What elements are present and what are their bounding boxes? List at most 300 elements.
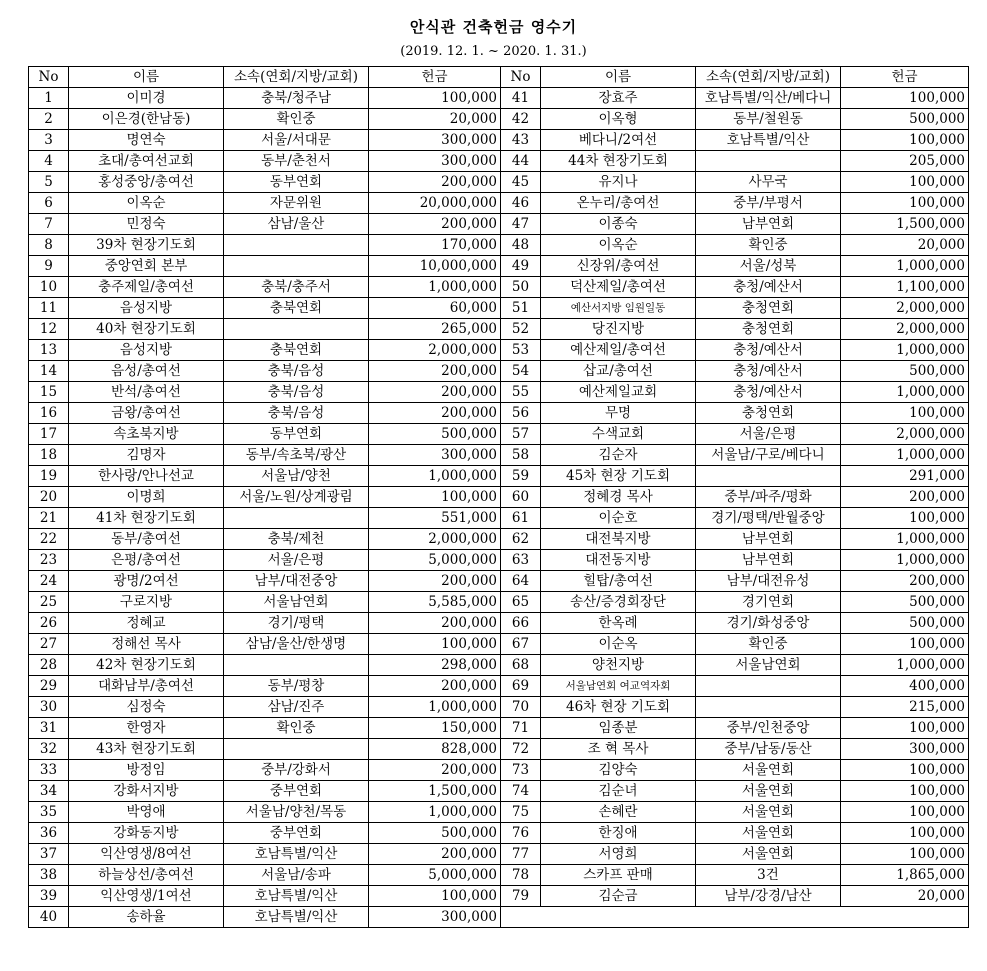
cell-amount: 2,000,000	[369, 529, 501, 550]
cell-affiliation: 자문위원	[224, 193, 369, 214]
cell-affiliation	[696, 697, 841, 718]
cell-name: 온누리/총여선	[541, 193, 696, 214]
cell-name: 한영자	[69, 718, 224, 739]
cell-affiliation: 충북/충주서	[224, 277, 369, 298]
cell-name: 한옥례	[541, 613, 696, 634]
cell-amount: 500,000	[369, 823, 501, 844]
cell-no: 17	[29, 424, 69, 445]
cell-amount: 100,000	[369, 886, 501, 907]
cell-no: 1	[29, 88, 69, 109]
cell-no: 9	[29, 256, 69, 277]
cell-no: 27	[29, 634, 69, 655]
cell-no: 34	[29, 781, 69, 802]
cell-no: 39	[29, 886, 69, 907]
cell-no: 54	[501, 361, 541, 382]
cell-name: 유지나	[541, 172, 696, 193]
cell-no: 68	[501, 655, 541, 676]
table-row	[29, 886, 969, 907]
table-row	[29, 319, 969, 340]
table-row	[29, 655, 969, 676]
cell-no: 79	[501, 886, 541, 907]
table-row	[29, 487, 969, 508]
cell-no: 7	[29, 214, 69, 235]
cell-amount: 1,000,000	[841, 340, 969, 361]
table-row	[29, 718, 969, 739]
cell-name: 이옥순	[541, 235, 696, 256]
cell-no: 52	[501, 319, 541, 340]
cell-amount: 1,000,000	[841, 256, 969, 277]
cell-name: 반석/총여선	[69, 382, 224, 403]
table-row	[29, 592, 969, 613]
cell-amount: 551,000	[369, 508, 501, 529]
cell-amount: 200,000	[369, 844, 501, 865]
cell-amount: 300,000	[369, 445, 501, 466]
cell-amount: 200,000	[369, 214, 501, 235]
cell-no: 56	[501, 403, 541, 424]
cell-no: 58	[501, 445, 541, 466]
cell-affiliation: 중부/인천중앙	[696, 718, 841, 739]
cell-amount: 10,000,000	[369, 256, 501, 277]
cell-affiliation: 확인중	[696, 634, 841, 655]
cell-name: 구로지방	[69, 592, 224, 613]
cell-no: 55	[501, 382, 541, 403]
cell-affiliation: 경기/평택/반월중앙	[696, 508, 841, 529]
table-row	[29, 424, 969, 445]
cell-affiliation: 남부연회	[696, 214, 841, 235]
cell-name: 이종숙	[541, 214, 696, 235]
header-amount: 헌금	[369, 67, 501, 88]
cell-affiliation: 충청연회	[696, 403, 841, 424]
cell-amount: 5,000,000	[369, 865, 501, 886]
cell-name: 명연숙	[69, 130, 224, 151]
cell-no: 33	[29, 760, 69, 781]
table-row	[29, 466, 969, 487]
cell-no: 64	[501, 571, 541, 592]
cell-affiliation: 동부/평창	[224, 676, 369, 697]
cell-name: 강화서지방	[69, 781, 224, 802]
cell-amount: 2,000,000	[841, 424, 969, 445]
cell-affiliation: 경기/화성중앙	[696, 613, 841, 634]
cell-name: 스카프 판매	[541, 865, 696, 886]
cell-affiliation: 서울연회	[696, 781, 841, 802]
table-row	[29, 235, 969, 256]
cell-name: 덕산제일/총여선	[541, 277, 696, 298]
cell-amount: 200,000	[369, 676, 501, 697]
cell-amount: 1,000,000	[369, 802, 501, 823]
cell-name: 김순금	[541, 886, 696, 907]
cell-no: 43	[501, 130, 541, 151]
cell-affiliation: 남부/강경/남산	[696, 886, 841, 907]
cell-name: 은평/총여선	[69, 550, 224, 571]
cell-no: 74	[501, 781, 541, 802]
cell-amount: 100,000	[369, 487, 501, 508]
cell-affiliation: 중부/강화서	[224, 760, 369, 781]
cell-amount: 1,000,000	[841, 529, 969, 550]
cell-amount: 1,865,000	[841, 865, 969, 886]
cell-amount: 2,000,000	[841, 319, 969, 340]
cell-no: 69	[501, 676, 541, 697]
cell-amount: 215,000	[841, 697, 969, 718]
cell-no: 70	[501, 697, 541, 718]
header-amount: 헌금	[841, 67, 969, 88]
cell-affiliation: 충북/제천	[224, 529, 369, 550]
cell-name: 이순호	[541, 508, 696, 529]
cell-amount: 1,500,000	[369, 781, 501, 802]
cell-name: 서울남연회 여교역자회	[541, 676, 696, 697]
cell-amount: 100,000	[841, 403, 969, 424]
cell-amount: 100,000	[841, 781, 969, 802]
cell-no: 13	[29, 340, 69, 361]
cell-no: 66	[501, 613, 541, 634]
cell-affiliation: 중부/부평서	[696, 193, 841, 214]
cell-no: 65	[501, 592, 541, 613]
header-no: No	[29, 67, 69, 88]
document-period: (2019. 12. 1. ~ 2020. 1. 31.)	[400, 44, 587, 59]
cell-name: 광명/2여선	[69, 571, 224, 592]
cell-no: 8	[29, 235, 69, 256]
cell-no: 24	[29, 571, 69, 592]
cell-affiliation: 서울/은평	[224, 550, 369, 571]
cell-name: 이미경	[69, 88, 224, 109]
cell-no: 47	[501, 214, 541, 235]
cell-amount: 100,000	[841, 760, 969, 781]
cell-affiliation: 삼남/울산/한생명	[224, 634, 369, 655]
cell-name: 음성지방	[69, 340, 224, 361]
cell-affiliation	[696, 676, 841, 697]
cell-name: 민정숙	[69, 214, 224, 235]
cell-amount: 20,000,000	[369, 193, 501, 214]
cell-name: 김명자	[69, 445, 224, 466]
cell-no: 62	[501, 529, 541, 550]
cell-no: 3	[29, 130, 69, 151]
cell-affiliation: 확인중	[224, 718, 369, 739]
cell-amount: 100,000	[841, 844, 969, 865]
cell-no: 67	[501, 634, 541, 655]
cell-name: 익산영생/1여선	[69, 886, 224, 907]
cell-affiliation	[696, 151, 841, 172]
cell-amount: 2,000,000	[841, 298, 969, 319]
cell-name: 정해선 목사	[69, 634, 224, 655]
cell-name: 45차 현장 기도회	[541, 466, 696, 487]
cell-amount: 100,000	[841, 823, 969, 844]
cell-amount: 2,000,000	[369, 340, 501, 361]
cell-amount: 1,500,000	[841, 214, 969, 235]
cell-name: 이명희	[69, 487, 224, 508]
cell-affiliation	[696, 466, 841, 487]
cell-amount: 1,000,000	[369, 277, 501, 298]
cell-affiliation: 남부연회	[696, 529, 841, 550]
cell-affiliation	[224, 235, 369, 256]
cell-affiliation: 호남특별/익산	[224, 907, 369, 928]
cell-affiliation: 중부연회	[224, 781, 369, 802]
cell-affiliation: 충북연회	[224, 340, 369, 361]
cell-affiliation: 경기연회	[696, 592, 841, 613]
cell-no: 31	[29, 718, 69, 739]
cell-amount: 265,000	[369, 319, 501, 340]
cell-amount: 100,000	[841, 172, 969, 193]
cell-name: 홍성중앙/총여선	[69, 172, 224, 193]
cell-affiliation: 서울남연회	[696, 655, 841, 676]
header-affiliation: 소속(연회/지방/교회)	[696, 67, 841, 88]
cell-no: 15	[29, 382, 69, 403]
cell-name: 대전동지방	[541, 550, 696, 571]
cell-affiliation: 서울/서대문	[224, 130, 369, 151]
cell-affiliation: 충청/예산서	[696, 277, 841, 298]
cell-affiliation: 충북/음성	[224, 382, 369, 403]
cell-no: 5	[29, 172, 69, 193]
cell-name: 한징애	[541, 823, 696, 844]
cell-name: 무명	[541, 403, 696, 424]
cell-amount: 300,000	[369, 151, 501, 172]
cell-affiliation: 서울남/양천/목동	[224, 802, 369, 823]
cell-amount: 200,000	[841, 571, 969, 592]
cell-name: 방정임	[69, 760, 224, 781]
cell-amount: 1,000,000	[841, 655, 969, 676]
header-name: 이름	[69, 67, 224, 88]
table-row	[29, 802, 969, 823]
table-row	[29, 844, 969, 865]
cell-name: 44차 현장기도회	[541, 151, 696, 172]
cell-name: 41차 현장기도회	[69, 508, 224, 529]
cell-no: 78	[501, 865, 541, 886]
cell-affiliation: 서울남/양천	[224, 466, 369, 487]
cell-name: 39차 현장기도회	[69, 235, 224, 256]
cell-affiliation: 서울/노원/상계광림	[224, 487, 369, 508]
cell-amount: 200,000	[369, 613, 501, 634]
cell-name: 양천지방	[541, 655, 696, 676]
cell-name: 정혜경 목사	[541, 487, 696, 508]
cell-name: 익산영생/8여선	[69, 844, 224, 865]
cell-no: 28	[29, 655, 69, 676]
cell-name: 43차 현장기도회	[69, 739, 224, 760]
cell-amount: 1,000,000	[841, 550, 969, 571]
table-row	[29, 88, 969, 109]
table-row	[29, 172, 969, 193]
cell-name: 40차 현장기도회	[69, 319, 224, 340]
cell-no: 50	[501, 277, 541, 298]
cell-affiliation: 3건	[696, 865, 841, 886]
cell-name: 음성지방	[69, 298, 224, 319]
cell-no: 11	[29, 298, 69, 319]
cell-no: 22	[29, 529, 69, 550]
cell-affiliation: 남부/대전유성	[696, 571, 841, 592]
cell-amount: 20,000	[369, 109, 501, 130]
cell-affiliation	[224, 319, 369, 340]
cell-amount: 100,000	[841, 718, 969, 739]
cell-affiliation: 중부연회	[224, 823, 369, 844]
cell-amount: 300,000	[369, 130, 501, 151]
cell-name: 강화동지방	[69, 823, 224, 844]
cell-amount: 1,000,000	[841, 382, 969, 403]
table-row	[29, 571, 969, 592]
cell-affiliation: 서울연회	[696, 802, 841, 823]
cell-amount: 828,000	[369, 739, 501, 760]
table-row	[29, 613, 969, 634]
cell-amount: 5,585,000	[369, 592, 501, 613]
cell-name: 장효주	[541, 88, 696, 109]
cell-affiliation: 충청연회	[696, 319, 841, 340]
table-row	[29, 130, 969, 151]
cell-name: 서영희	[541, 844, 696, 865]
cell-name: 박영애	[69, 802, 224, 823]
table-row	[29, 277, 969, 298]
cell-amount: 500,000	[841, 361, 969, 382]
cell-amount: 60,000	[369, 298, 501, 319]
cell-name: 이순옥	[541, 634, 696, 655]
table-body	[29, 88, 969, 928]
cell-affiliation: 충북/청주남	[224, 88, 369, 109]
cell-no: 2	[29, 109, 69, 130]
cell-name: 송산/증경회장단	[541, 592, 696, 613]
cell-affiliation: 서울남/송파	[224, 865, 369, 886]
cell-amount: 200,000	[369, 361, 501, 382]
cell-affiliation: 확인중	[696, 235, 841, 256]
cell-no: 40	[29, 907, 69, 928]
cell-no: 12	[29, 319, 69, 340]
cell-name: 임종분	[541, 718, 696, 739]
cell-amount: 291,000	[841, 466, 969, 487]
table-row	[29, 382, 969, 403]
table-row	[29, 151, 969, 172]
cell-name: 손혜란	[541, 802, 696, 823]
header-no: No	[501, 67, 541, 88]
cell-no: 16	[29, 403, 69, 424]
table-row	[29, 550, 969, 571]
cell-no: 72	[501, 739, 541, 760]
cell-affiliation	[224, 508, 369, 529]
cell-amount: 150,000	[369, 718, 501, 739]
cell-affiliation: 동부/철원동	[696, 109, 841, 130]
cell-no: 26	[29, 613, 69, 634]
cell-no: 6	[29, 193, 69, 214]
cell-name: 예산서지방 임원일동	[541, 298, 696, 319]
cell-affiliation	[224, 256, 369, 277]
cell-affiliation: 남부/대전중앙	[224, 571, 369, 592]
cell-no: 14	[29, 361, 69, 382]
header-affiliation: 소속(연회/지방/교회)	[224, 67, 369, 88]
cell-affiliation: 사무국	[696, 172, 841, 193]
cell-amount: 500,000	[841, 592, 969, 613]
table-row	[29, 634, 969, 655]
cell-name: 베다니/2여선	[541, 130, 696, 151]
cell-affiliation: 충북연회	[224, 298, 369, 319]
table-row	[29, 214, 969, 235]
cell-amount: 200,000	[369, 172, 501, 193]
cell-no: 25	[29, 592, 69, 613]
cell-amount: 200,000	[369, 571, 501, 592]
table-row	[29, 256, 969, 277]
cell-name: 42차 현장기도회	[69, 655, 224, 676]
cell-name: 이옥순	[69, 193, 224, 214]
cell-affiliation: 삼남/울산	[224, 214, 369, 235]
cell-amount: 300,000	[369, 907, 501, 928]
cell-name: 조 혁 목사	[541, 739, 696, 760]
cell-amount: 400,000	[841, 676, 969, 697]
table-row	[29, 298, 969, 319]
cell-no: 4	[29, 151, 69, 172]
cell-name: 대화남부/총여선	[69, 676, 224, 697]
cell-name: 초대/총여선교회	[69, 151, 224, 172]
cell-no: 76	[501, 823, 541, 844]
cell-affiliation: 충북/음성	[224, 361, 369, 382]
table-row	[29, 445, 969, 466]
cell-affiliation: 서울연회	[696, 760, 841, 781]
table-row	[29, 865, 969, 886]
cell-name: 삽교/총여선	[541, 361, 696, 382]
cell-no: 37	[29, 844, 69, 865]
cell-amount: 1,000,000	[841, 445, 969, 466]
cell-affiliation: 중부/남동/동산	[696, 739, 841, 760]
cell-name: 송하율	[69, 907, 224, 928]
cell-amount: 200,000	[841, 487, 969, 508]
table-header-row	[29, 67, 969, 88]
cell-name: 금왕/총여선	[69, 403, 224, 424]
cell-name: 충주제일/총여선	[69, 277, 224, 298]
cell-no: 35	[29, 802, 69, 823]
cell-affiliation: 동부연회	[224, 172, 369, 193]
table-row	[29, 508, 969, 529]
offering-table	[28, 66, 969, 928]
cell-name: 음성/총여선	[69, 361, 224, 382]
cell-affiliation: 서울연회	[696, 844, 841, 865]
cell-amount: 1,000,000	[369, 466, 501, 487]
cell-name: 46차 현장 기도회	[541, 697, 696, 718]
table-row	[29, 697, 969, 718]
cell-affiliation: 충청/예산서	[696, 340, 841, 361]
cell-amount: 200,000	[369, 403, 501, 424]
cell-no: 60	[501, 487, 541, 508]
cell-name: 심정숙	[69, 697, 224, 718]
cell-name: 중앙연회 본부	[69, 256, 224, 277]
empty-cell	[501, 907, 969, 928]
cell-no: 61	[501, 508, 541, 529]
cell-amount: 500,000	[369, 424, 501, 445]
cell-amount: 100,000	[841, 130, 969, 151]
cell-no: 36	[29, 823, 69, 844]
cell-affiliation: 확인중	[224, 109, 369, 130]
cell-amount: 200,000	[369, 382, 501, 403]
table-row	[29, 340, 969, 361]
cell-no: 53	[501, 340, 541, 361]
cell-name: 수색교회	[541, 424, 696, 445]
cell-affiliation: 남부연회	[696, 550, 841, 571]
cell-affiliation: 호남특별/익산	[224, 886, 369, 907]
cell-affiliation: 서울연회	[696, 823, 841, 844]
cell-affiliation: 호남특별/익산	[696, 130, 841, 151]
cell-amount: 100,000	[841, 508, 969, 529]
cell-amount: 100,000	[841, 802, 969, 823]
cell-no: 30	[29, 697, 69, 718]
cell-affiliation: 서울남연회	[224, 592, 369, 613]
cell-affiliation: 충청연회	[696, 298, 841, 319]
cell-affiliation: 중부/파주/평화	[696, 487, 841, 508]
table-row	[29, 109, 969, 130]
cell-no: 75	[501, 802, 541, 823]
cell-name: 정혜교	[69, 613, 224, 634]
table-row	[29, 907, 969, 928]
table-row	[29, 361, 969, 382]
document-title: 안식관 건축헌금 영수기	[409, 18, 578, 36]
cell-no: 38	[29, 865, 69, 886]
cell-no: 57	[501, 424, 541, 445]
cell-amount: 298,000	[369, 655, 501, 676]
cell-name: 하늘상선/총여선	[69, 865, 224, 886]
cell-no: 49	[501, 256, 541, 277]
cell-amount: 100,000	[841, 634, 969, 655]
cell-affiliation: 삼남/진주	[224, 697, 369, 718]
cell-name: 당진지방	[541, 319, 696, 340]
cell-amount: 205,000	[841, 151, 969, 172]
